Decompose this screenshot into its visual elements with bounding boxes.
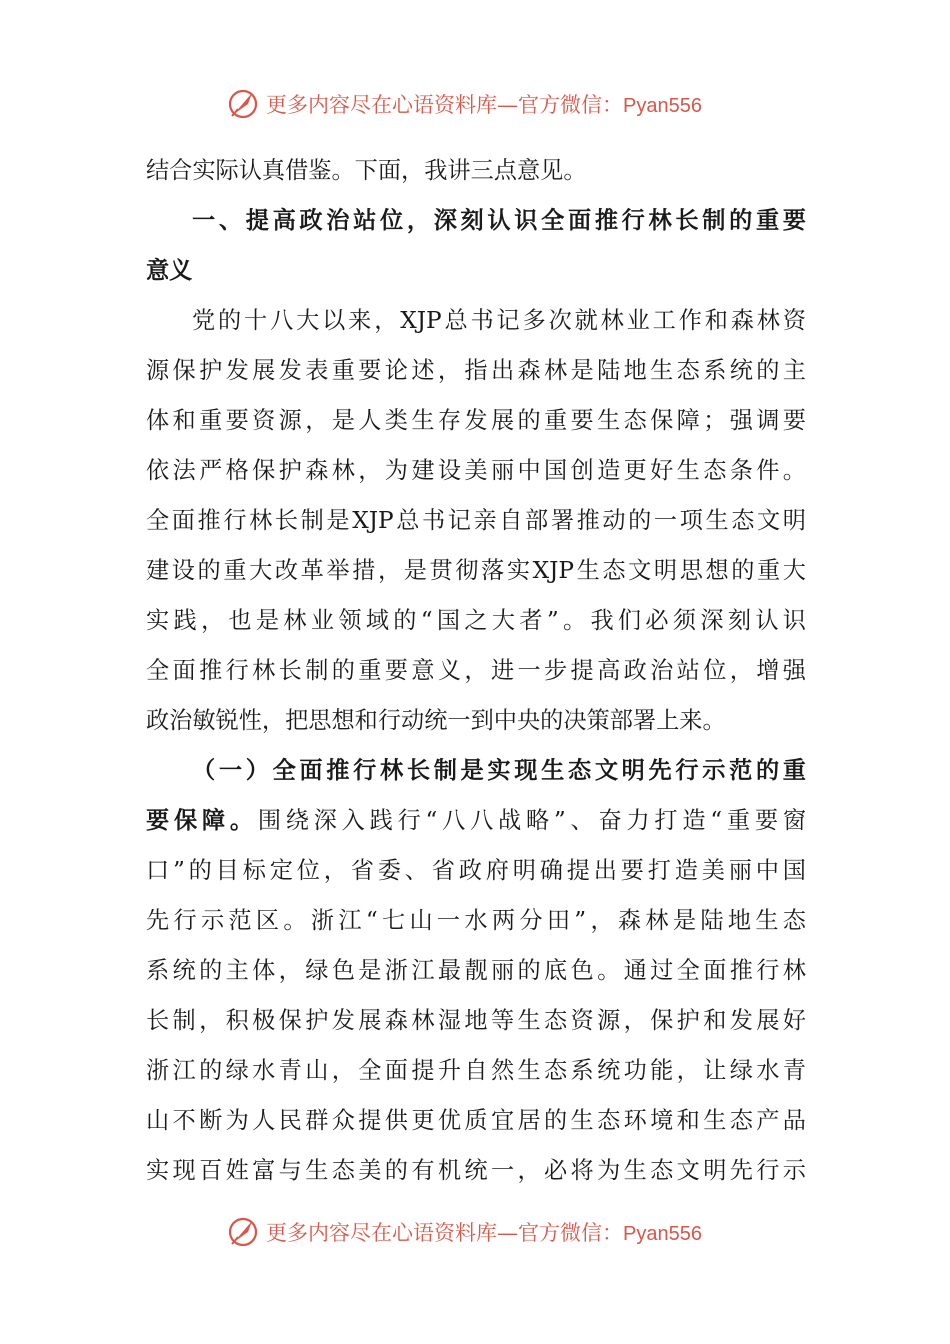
watermark-dash: — <box>497 1221 518 1245</box>
text-line: 意义 <box>146 257 193 284</box>
watermark-dash: — <box>497 93 518 117</box>
text-line: 建设的重大改革举措，是贯彻落实XJP生态文明思想的重大 <box>146 557 806 584</box>
text-line: 浙江的绿水青山，全面提升自然生态系统功能，让绿水青 <box>146 1057 806 1084</box>
line-text: 围绕深入践行“八八战略”、奋力打造“重要窗 <box>257 807 806 834</box>
watermark-id: Pyan556 <box>623 95 702 117</box>
text-line: 一、提高政治站位，深刻认识全面推行林长制的重要 <box>192 207 806 234</box>
text-line: 长制，积极保护发展森林湿地等生态资源，保护和发展好 <box>146 1007 806 1034</box>
text-line: 实践，也是林业领域的“国之大者”。我们必须深刻认识 <box>146 607 806 634</box>
text-line: （一）全面推行林长制是实现生态文明先行示范的重 <box>192 757 806 784</box>
document-body <box>146 146 806 1196</box>
text-line: 实现百姓富与生态美的有机统一，必将为生态文明先行示 <box>146 1157 806 1184</box>
text-line: 源保护发展发表重要论述，指出森林是陆地生态系统的主 <box>146 357 806 384</box>
watermark-header <box>226 84 702 124</box>
watermark-label: 官方微信： <box>518 93 623 117</box>
text-line: 政治敏锐性，把思想和行动统一到中央的决策部署上来。 <box>146 707 726 734</box>
text-line: 依法严格保护森林，为建设美丽中国创造更好生态条件。 <box>146 457 806 484</box>
watermark-prefix: 更多内容尽在心语资料库 <box>266 1221 497 1245</box>
text-line: 系统的主体，绿色是浙江最靓丽的底色。通过全面推行林 <box>146 957 806 984</box>
watermark-label: 官方微信： <box>518 1221 623 1245</box>
watermark-text <box>266 89 702 119</box>
watermark-footer <box>226 1212 702 1252</box>
text-line <box>146 796 806 846</box>
text-line: 全面推行林长制是XJP总书记亲自部署推动的一项生态文明 <box>146 507 806 534</box>
text-line: 结合实际认真借鉴。下面，我讲三点意见。 <box>146 157 587 184</box>
quill-logo-icon <box>226 1215 260 1249</box>
watermark-text <box>266 1217 702 1247</box>
bold-lead-text: 要保障。 <box>146 807 258 834</box>
text-line: 党的十八大以来，XJP总书记多次就林业工作和森林资 <box>192 307 806 334</box>
watermark-prefix: 更多内容尽在心语资料库 <box>266 93 497 117</box>
watermark-id: Pyan556 <box>623 1223 702 1245</box>
text-line: 先行示范区。浙江“七山一水两分田”，森林是陆地生态 <box>146 907 806 934</box>
text-line: 山不断为人民群众提供更优质宜居的生态环境和生态产品 <box>146 1107 806 1134</box>
text-line: 体和重要资源，是人类生存发展的重要生态保障；强调要 <box>146 407 806 434</box>
text-line: 口”的目标定位，省委、省政府明确提出要打造美丽中国 <box>146 857 806 884</box>
text-line: 全面推行林长制的重要意义，进一步提高政治站位，增强 <box>146 657 806 684</box>
quill-logo-icon <box>226 87 260 121</box>
